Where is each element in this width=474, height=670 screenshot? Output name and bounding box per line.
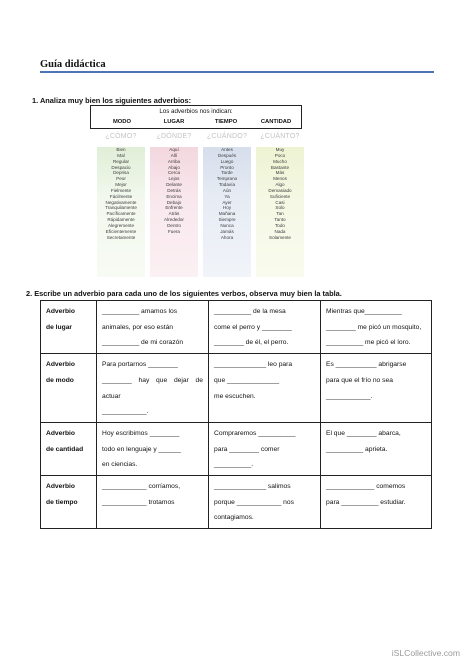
adverb-word: Despacio: [111, 164, 131, 170]
exercise-table: [40, 300, 432, 529]
adverb-word: Tarde: [221, 170, 233, 176]
table-row: [41, 476, 432, 529]
adverb-word: Alrededor: [164, 217, 184, 223]
adverb-word: Muy: [275, 147, 285, 152]
adverb-word: Rápidamente: [107, 217, 135, 223]
row-header: Adverbio de lugar: [41, 301, 97, 354]
adverb-word: Tanto: [274, 217, 286, 223]
adverb-word: Suficiente: [269, 193, 291, 199]
adverb-word: Jamás: [220, 228, 234, 234]
header-cantidad: CANTIDAD: [260, 119, 292, 125]
adverb-word: Algo: [275, 182, 285, 188]
adverb-word: Ahora: [220, 234, 234, 240]
table-cell: __________ de la mesa come el perro y ________ ________ de él, el perro.: [209, 301, 321, 354]
adverb-word: Todo: [275, 222, 285, 228]
table-cell: Hoy escribimos ________ todo en lenguaje y ______ en ciencias.: [97, 422, 209, 475]
adverb-word: Tan: [276, 211, 284, 217]
adverb-word: Hoy: [222, 205, 232, 211]
adverb-word: Poco: [274, 152, 286, 158]
adverb-word: Atrás: [168, 211, 180, 217]
adverb-word: Deprisa: [113, 170, 129, 176]
table-row: [41, 354, 432, 423]
adverb-word: Casi: [275, 199, 285, 205]
row-header: Adverbio de cantidad: [41, 422, 97, 475]
adverb-word: Fácilmente: [109, 193, 133, 199]
adverb-word: Detrás: [167, 187, 181, 193]
row-header: Adverbio de modo: [41, 354, 97, 423]
adverb-word: Pronto: [220, 164, 234, 170]
table-cell: ______________ salimos porque ____________ nos contagiamos.: [209, 476, 321, 529]
adverb-word: Solo: [275, 205, 285, 211]
header-lugar: LUGAR: [163, 119, 185, 125]
table-cell: Mientras que__________ ________ me picó un mosquito, __________ me picó el loro.: [321, 301, 432, 354]
table-cell: ______________ leo para que ______________ me escuchen.: [209, 354, 321, 423]
adverb-word: Negativamente: [105, 199, 137, 205]
title-rule: [40, 71, 434, 73]
adverb-word: Mejor: [115, 182, 127, 188]
adverb-word: Enfrente: [165, 205, 183, 211]
adverb-word: Temprano: [216, 176, 238, 182]
adverb-word: Tranquilamente: [105, 205, 137, 211]
question-donde: ¿DÓNDE?: [156, 133, 192, 140]
question-cuanto: ¿CUÁNTO?: [260, 133, 300, 140]
column-lugar: [150, 147, 198, 277]
adverb-types-box: [90, 105, 302, 129]
table-cell: _____________ comemos para __________ estudiar.: [321, 476, 432, 529]
adverb-word: Mal: [117, 152, 125, 158]
adverb-word: Cerca: [167, 170, 181, 176]
table-cell: __________ amamos los animales, por eso están __________ de mi corazón: [97, 301, 209, 354]
table-cell: Para portarnos ________ ________ hay que dejar de actuar ____________.: [97, 354, 209, 423]
table-cell: Compraremos __________ para ________ comer __________.: [209, 422, 321, 475]
adverb-word: Menos: [273, 176, 287, 182]
adverb-word: Encima: [166, 193, 182, 199]
adverb-word: Ya: [224, 193, 230, 199]
adverb-word: Allí: [170, 152, 178, 158]
table-row: [41, 422, 432, 475]
adverb-word: Más: [275, 170, 285, 176]
adverb-word: Regular: [112, 158, 130, 164]
adverb-word: Debajo: [166, 199, 182, 205]
adverb-word: Aquí: [169, 147, 179, 152]
adverb-word: Ayer: [222, 199, 232, 205]
adverb-word: Peor: [116, 176, 126, 182]
adverb-word: Eficientemente: [105, 228, 137, 234]
adverb-word: Pacíficamente: [106, 211, 136, 217]
column-modo: [97, 147, 145, 277]
adverb-word: Nada: [274, 228, 286, 234]
adverb-word: Mucho: [273, 158, 287, 164]
adverb-word: Arriba: [167, 158, 181, 164]
question-2-heading: 2. Escribe un adverbio para cada uno de los siguientes verbos, observa muy bien la tabla.: [26, 289, 342, 298]
column-cantidad: [256, 147, 304, 277]
adverb-word: Bien: [116, 147, 126, 152]
adverb-word: Dentro: [167, 222, 181, 228]
adverb-word: Aún: [222, 187, 232, 193]
adverb-word: Después: [217, 152, 237, 158]
row-header: Adverbio de tiempo: [41, 476, 97, 529]
header-tiempo: TIEMPO: [214, 119, 238, 125]
adverb-word: Solamente: [269, 234, 291, 240]
adverb-word: Siempre: [218, 217, 236, 223]
adverb-word: Bastante: [270, 164, 290, 170]
adverb-word: Fuera: [167, 228, 180, 234]
column-tiempo: [203, 147, 251, 277]
header-modo: MODO: [112, 119, 132, 125]
adverb-word: Luego: [220, 158, 234, 164]
footer-watermark: iSLCollective.com: [391, 648, 460, 658]
adverb-word: Demasiado: [268, 187, 292, 193]
question-como: ¿CÓMO?: [105, 133, 137, 140]
adverb-word: Secretamente: [106, 234, 136, 240]
adverb-word: Lejos: [168, 176, 180, 182]
box-caption: Los adverbios nos indican:: [159, 108, 233, 115]
table-row: [41, 301, 432, 354]
adverb-word: Nunca: [220, 222, 234, 228]
adverb-word: Alegremente: [107, 222, 135, 228]
adverb-word: Abajo: [168, 164, 180, 170]
adverb-word: Todavía: [218, 182, 236, 188]
adverb-word: Delante: [166, 182, 182, 188]
question-1-heading: 1. Analiza muy bien los siguientes adverbios:: [32, 96, 192, 105]
adverb-word: Mañana: [218, 211, 236, 217]
question-cuando: ¿CUÁNDO?: [206, 133, 248, 140]
adverb-word: Fielmente: [110, 187, 132, 193]
table-cell: Es ___________ abrigarse para que el frío no sea ____________.: [321, 354, 432, 423]
table-cell: ____________ corríamos, ____________ trotamos: [97, 476, 209, 529]
table-cell: El que ________ abarca, __________ aprieta.: [321, 422, 432, 475]
adverb-word: Antes: [221, 147, 233, 152]
page-title: Guía didáctica: [40, 59, 106, 70]
